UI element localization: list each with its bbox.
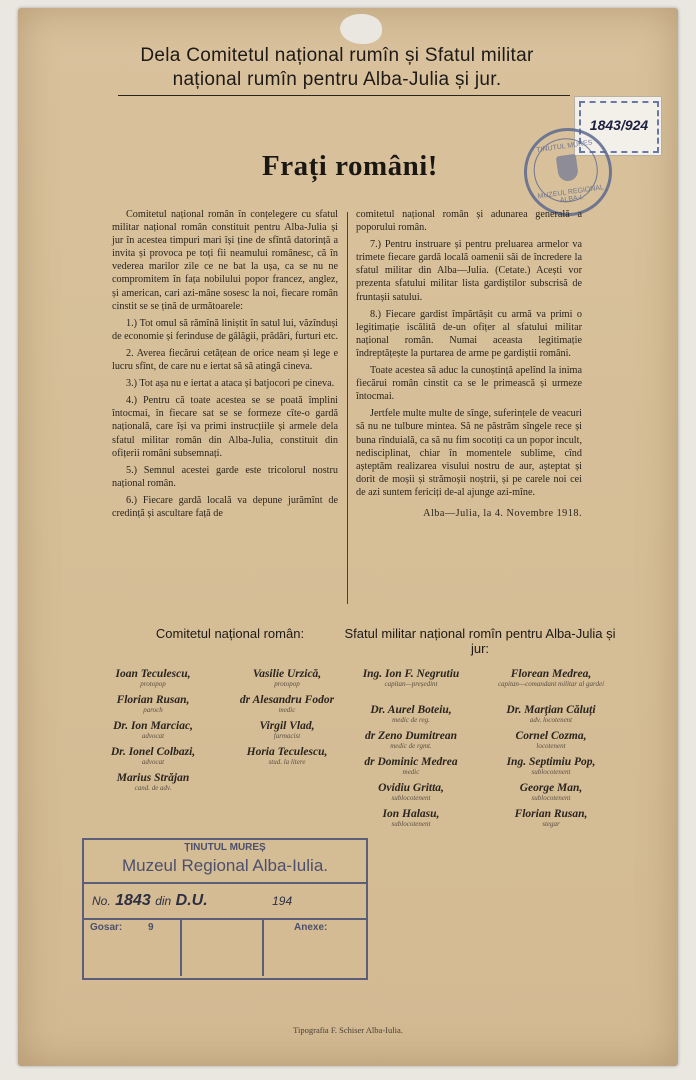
proclamation-header — [92, 44, 582, 92]
signatory: Ing. Ion F. Negrutiu capitan—președint — [362, 668, 460, 688]
signatory: dr Alesandru Fodor medic — [239, 694, 335, 714]
stamp-bottom-text: MUZEUL REGIONAL ALBA-I. — [537, 184, 605, 205]
paragraph: 2. Averea fiecărui cetățean de orice neam și lege e lucru sfînt, de care nu e iertat să să atingă cineva. — [112, 347, 338, 373]
paragraph: 7.) Pentru instruare și pentru preluarea armelor va trimete fiecare gardă locală oamenii săi de încredere la sfatul militar din Alba—Julia. (Cetate.) Acești vor prezenta sfatului militar lista gardiștilor subscrisă de fruntașii satului. — [356, 239, 582, 303]
registry-group-label: Gosar: — [90, 922, 123, 933]
signatory: Dr. Ionel Colbazi, advocat — [110, 746, 196, 766]
signatory: Cornel Cozma, locotenent — [515, 730, 587, 750]
registry-annex-label: Anexe: — [294, 922, 328, 933]
paragraph: 3.) Tot așa nu e iertat a ataca și batjocori pe cineva. — [126, 378, 335, 390]
printer-imprint: Tipografia F. Schiser Alba-Iulia. — [293, 1025, 403, 1035]
signatory: George Man, sublocotenent — [519, 782, 583, 802]
divider — [262, 920, 264, 976]
committee-left-title: Comitetul național român: — [155, 626, 305, 641]
signatory: Marius Străjan cand. de adv. — [116, 772, 190, 792]
signatory: Florean Medrea, capitan—comandant militar al gardei — [497, 668, 605, 688]
header-line-1: Dela Comitetul național rumîn și Sfatul militar — [140, 45, 534, 66]
paragraph: comitetul național român și adunarea generală a poporului român. — [356, 209, 582, 234]
paragraph: 5.) Semnul acestei garde este tricolorul nostru național român. — [112, 464, 338, 489]
signatory: Ion Halasu, sublocotenent — [382, 808, 440, 828]
signatory: Virgil Vlad, farmacist — [259, 720, 315, 740]
divider — [84, 882, 366, 884]
body-right-column — [356, 208, 582, 524]
paragraph: Jertfele multe multe de sînge, suferințele de veacuri să nu ne tulbure mintea. Să ne păstrăm sîngele rece și buna rînduială, ca să nu fim socotiți ca un popor incult, nedisciplinat, chiar în momentele sublime, cînd așteptăm realizarea visului nostru de aur, așteptat și dorit de moșii și strămoșii noștrii, și pe carele noi cei de azi suntem fericiți de-al ajunge azi-mîne. — [356, 408, 582, 498]
stamp-top-text: TINUTUL MURES — [535, 139, 593, 155]
signatory: dr Dominic Medrea medic — [364, 756, 458, 776]
registry-number-line: No. 1843 din D.U. 194 — [92, 892, 293, 909]
paragraph: Comitetul național român în conțelegere cu sfatul militar național român constituit pentru Alba-Julia și jur în acestea timpuri mari își ține de sfîntă datorință a invita și provoca pe toți fii neamului românesc, că în vederea marilor zile ce ne bat la ușa, ca se nu ne compromitem în fața nobilului popor francez, anglez, și american, cari azi-mâne sosesc la noi, fiecare român cinstit se se țină de următoarele: — [112, 209, 338, 312]
body-left-column — [112, 208, 338, 524]
signatory: Ing. Septimiu Pop, sublocotenent — [506, 756, 596, 776]
signatory: Dr. Aurel Boteiu, medic de reg. — [370, 704, 452, 724]
signatory: Ioan Teculescu, protopop — [115, 668, 191, 688]
registry-museum: Muzeul Regional Alba-Iulia. — [121, 856, 328, 875]
header-rule — [118, 95, 570, 96]
signatory: dr Zeno Dumitrean medic de rgmt. — [364, 730, 457, 750]
paragraph: 8.) Fiecare gardist împărtășit cu armă va primi o legitimație iscălită de-un ofițer al sfatului militar național român. Numai aceasta legitimație îndreptățește la purtarea de arme pe gardiștii români. — [356, 308, 582, 359]
registry-group-value: 9 — [148, 922, 154, 933]
signatory: Florian Rusan, paroch — [116, 694, 190, 714]
column-divider — [347, 212, 348, 604]
proclamation-body — [112, 208, 584, 600]
paragraph: 1.) Tot omul să rămînă liniștit în satul lui, văzînduși de economie și ferinduse de gâlăgii, prădări, furturi etc. — [112, 317, 339, 342]
signatory: Dr. Marțian Căluți adv. locotenent — [506, 704, 596, 724]
inventory-number: 1843/924 — [589, 117, 649, 133]
paragraph: 4.) Pentru că toate acestea se se poată împlini întocmai, în fiecare sat se se formeze cîte-o gardă națională, care își va primi instrucțiile și armele dela sfatul militar român din Alba-Julia, constituit din ofițerii români subsemnați. — [112, 395, 338, 459]
paragraph: 6.) Fiecare gardă locală va depune jurămînt de credință și ascultare față de — [112, 494, 338, 519]
proclamation-date: Alba—Julia, la 4. Novembre 1918. — [423, 507, 582, 519]
signatory: Florian Rusan, stegar — [514, 808, 588, 828]
paper-tear — [340, 14, 382, 44]
divider — [84, 918, 366, 920]
registry-stamp — [82, 838, 368, 980]
signatory: Vasilie Urzică, protopop — [252, 668, 322, 688]
header-line-2: național rumîn pentru Alba-Julia și jur. — [172, 69, 502, 90]
paragraph: Toate acestea să aduc la cunoștință apelînd la inima fiecărui român cinstit ca se le primească și urmeze întocmai. — [356, 365, 582, 403]
signatory: Horia Teculescu, stud. la litere — [246, 746, 328, 766]
page-title: Frați români! — [262, 150, 438, 182]
committee-right-title: Sfatul militar național romîn pentru Alba-Julia și jur: — [344, 626, 616, 656]
registry-region: ȚINUTUL MUREȘ — [184, 842, 266, 853]
signatory: Dr. Ion Marciac, advocat — [113, 720, 193, 740]
signatory: Ovidiu Gritta, sublocotenent — [378, 782, 444, 802]
divider — [180, 920, 182, 976]
